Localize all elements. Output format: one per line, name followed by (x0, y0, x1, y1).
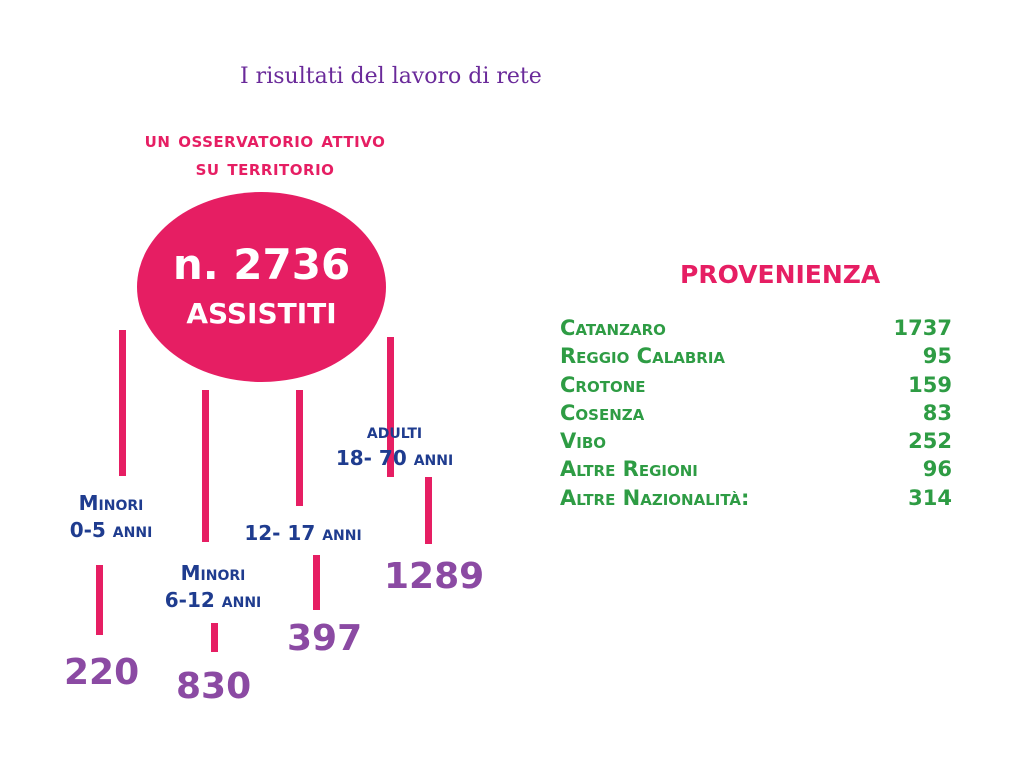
place-count: 1737 (893, 316, 952, 340)
place-count: 159 (908, 372, 952, 397)
group-label-6-12 (138, 560, 288, 614)
group-label-12-17 (228, 520, 378, 547)
connector-bar-6-12-top (202, 390, 209, 542)
provenienza-row (560, 484, 952, 512)
provenienza-row (560, 342, 952, 370)
group-value-12-17: 397 (287, 618, 363, 659)
place-name: Crotone (560, 372, 646, 397)
total-count: n. 2736 (172, 240, 351, 289)
provenienza-row (560, 455, 952, 483)
provenienza-list (560, 314, 952, 512)
group-value-6-12: 830 (176, 666, 252, 707)
subtitle-line-2: su territorio (195, 156, 335, 180)
group-label-0-5 (46, 490, 176, 544)
place-count: 95 (922, 344, 952, 369)
group-adulti-line-1: adulti (366, 419, 423, 443)
connector-bar-12-17-top (296, 390, 303, 506)
place-count: 314 (908, 485, 952, 510)
total-label: assistiti (186, 287, 337, 333)
place-name: Reggio Calabria (560, 344, 726, 369)
subtitle-line-1: un osservatorio attivo (144, 128, 386, 152)
group-adulti-line-2: 18- 70 anni (335, 446, 454, 470)
place-name: Altre Nazionalità: (560, 485, 750, 510)
group-value-0-5: 220 (64, 652, 140, 693)
group-6-12-line-1: Minori (180, 561, 246, 585)
group-label-adulti (322, 418, 467, 472)
group-0-5-line-1: Minori (78, 491, 144, 515)
group-6-12-line-2: 6-12 anni (164, 588, 262, 612)
place-name: Cosenza (560, 400, 645, 425)
connector-bar-6-12-bottom (211, 623, 218, 652)
place-name: Altre Regioni (560, 457, 698, 482)
connector-bar-adulti-bottom (425, 477, 432, 544)
provenienza-title: PROVENIENZA (680, 260, 881, 289)
total-assisted-ellipse (137, 192, 386, 382)
group-value-adulti: 1289 (384, 556, 485, 597)
group-0-5-line-2: 0-5 anni (69, 518, 153, 542)
provenienza-row (560, 371, 952, 399)
subtitle (100, 126, 430, 182)
provenienza-row (560, 399, 952, 427)
provenienza-row (560, 427, 952, 455)
connector-bar-12-17-bottom (313, 555, 320, 610)
place-count: 96 (922, 457, 952, 482)
provenienza-row (560, 314, 952, 342)
place-name: Vibo (560, 429, 607, 454)
group-12-17-line-1: 12- 17 anni (244, 521, 362, 545)
connector-bar-0-5-top (119, 330, 126, 476)
place-name: Catanzaro (560, 316, 666, 340)
page-title: I risultati del lavoro di rete (240, 64, 542, 89)
place-count: 83 (922, 400, 952, 425)
connector-bar-0-5-bottom (96, 565, 103, 635)
place-count: 252 (908, 429, 952, 454)
